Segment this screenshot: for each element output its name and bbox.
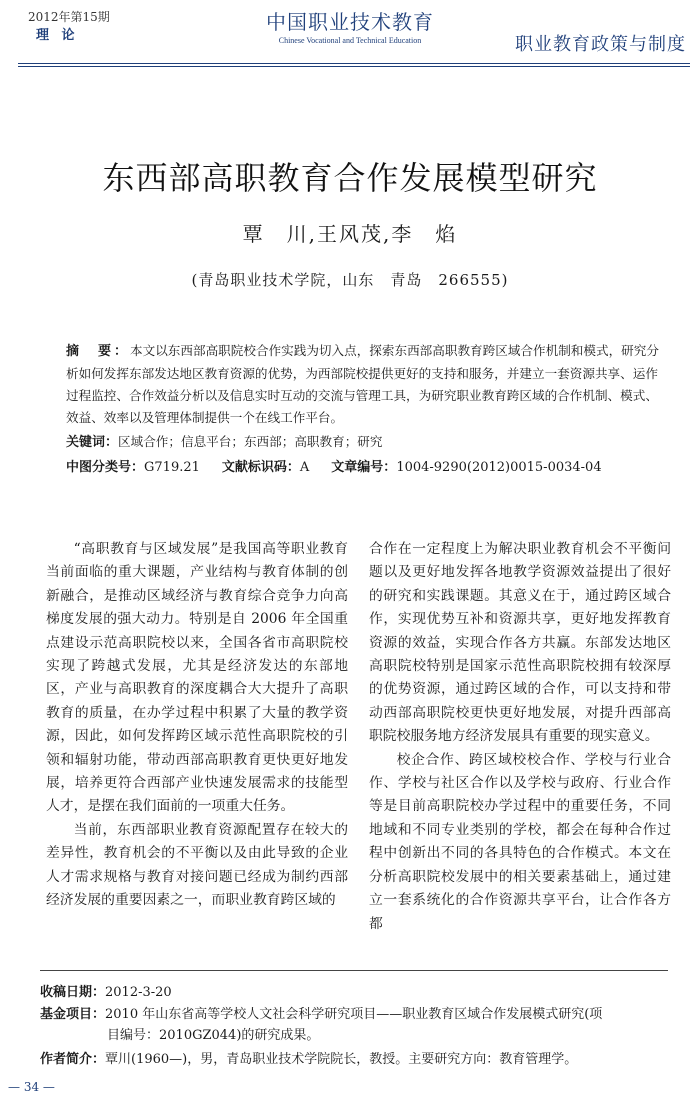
body-paragraph: “高职教育与区域发展”是我国高等职业教育当前面临的重大课题，产业结构与教育体制的创新融合，是推动区域经济与教育综合竞争力向高梯度发展的强大动力。特别是自 2006 年全国重点建设示范高职院校以来，全国各省市高职院校实现了跨越式发展，尤其是经济发达的东部地区，产业与高职教育的深度耦合大大提升了高职教育的质量，在办学过程中积累了大量的教学资源，因此，如何发挥跨区域示范性高职院校的引领和辐射功能，带动西部高职教育更快更好地发展，培养更符合西部产业快速发展需求的技能型人才，是摆在我们面前的一项重大任务。 [46, 541, 348, 815]
abstract [66, 340, 668, 429]
journal-title: 中国职业技术教育 [266, 10, 434, 34]
article-authors: 覃 川,王风茂,李 焰 [242, 222, 458, 246]
author-bio: 覃川(1960—)，男，青岛职业技术学院院长，教授。主要研究方向：教育管理学。 [105, 1052, 578, 1067]
articleno-label: 文章编号： [331, 460, 397, 475]
fund-line-2: 目编号：2010GZ044)的研究成果。 [107, 1028, 320, 1043]
article-title: 东西部高职教育合作发展模型研究 [102, 159, 598, 197]
keywords-text: 区域合作；信息平台；东西部；高职教育；研究 [118, 434, 383, 449]
clc-label: 中图分类号： [66, 460, 145, 475]
fund-label: 基金项目： [40, 1007, 106, 1022]
clc-value: G719.21 [144, 460, 200, 475]
body-column-right [369, 538, 671, 936]
body-paragraph: 合作在一定程度上为解决职业教育机会不平衡问题以及更好地发挥各地教学资源效益提出了很好的研究和实践课题。其意义在于，通过跨区域合作，实现优势互补和资源共享，更好地发挥教育资源的效益，实现合作各方共赢。东部发达地区高职院校特别是国家示范性高职院校拥有较深厚的优势资源，通过跨区域的合作，可以支持和带动西部高职院校更快更好地发展，对提升西部高职院校服务地方经济发展具有重要的现实意义。 [369, 541, 671, 745]
footnote-fund [40, 1004, 670, 1046]
header-rule [18, 66, 690, 67]
body-paragraph: 校企合作、跨区域校校合作、学校与行业合作、学校与社区合作以及学校与政府、行业合作等是目前高职院校办学过程中的重要任务，不同地域和不同专业类别的学校，都会在每种合作过程中创新出不同的各具特色的合作模式。本文在分析高职院校发展中的相关要素基础上，通过建立一套系统化的合作资源共享平台，让合作各方都 [369, 751, 671, 932]
fund-line-1: 2010 年山东省高等学校人文社会科学研究项目——职业教育区域合作发展模式研究(项 [105, 1007, 603, 1022]
journal-title-en: Chinese Vocational and Technical Education [278, 36, 422, 45]
footnote-rule [40, 970, 668, 971]
body-column-left [46, 538, 348, 913]
classification-line [66, 456, 686, 475]
issue-label: 2012年第15期 [28, 10, 110, 24]
body-paragraph: 当前，东西部职业教育资源配置存在较大的差异性，教育机会的不平衡以及由此导致的企业人才需求规格与教育对接问题已经成为制约西部经济发展的重要因素之一，而职业教育跨区域的 [46, 821, 348, 909]
author-label: 作者简介： [40, 1052, 106, 1067]
page-number: — 34 — [8, 1080, 55, 1094]
keywords-label: 关键词： [66, 435, 119, 450]
article-affiliation: (青岛职业技术学院，山东 青岛 266555) [191, 271, 509, 289]
abstract-label: 摘 要： [66, 344, 131, 359]
footnote-received [40, 982, 670, 1003]
doccode-value: A [299, 460, 310, 475]
keywords [66, 431, 668, 450]
received-label: 收稿日期： [40, 985, 106, 1000]
abstract-text: 本文以东西部高职院校合作实践为切入点，探索东西部高职教育跨区域合作机制和模式，研究分析如何发挥东部发达地区教育资源的优势，为西部院校提供更好的支持和服务，并建立一套资源共享、运作过程监控、合作效益分析以及信息实时互动的交流与管理工具，为研究职业教育跨区域的合作机制、模式、效益、效率以及管理体制提供一个在线工作平台。 [66, 343, 659, 425]
section-title: 职业教育政策与制度 [515, 34, 686, 55]
header-rule [18, 63, 690, 64]
column-label: 理 论 [36, 28, 79, 43]
articleno-value: 1004-9290(2012)0015-0034-04 [396, 460, 602, 475]
footnote-author [40, 1049, 670, 1070]
doccode-label: 文献标识码： [221, 460, 300, 475]
received-value: 2012-3-20 [105, 985, 172, 1000]
